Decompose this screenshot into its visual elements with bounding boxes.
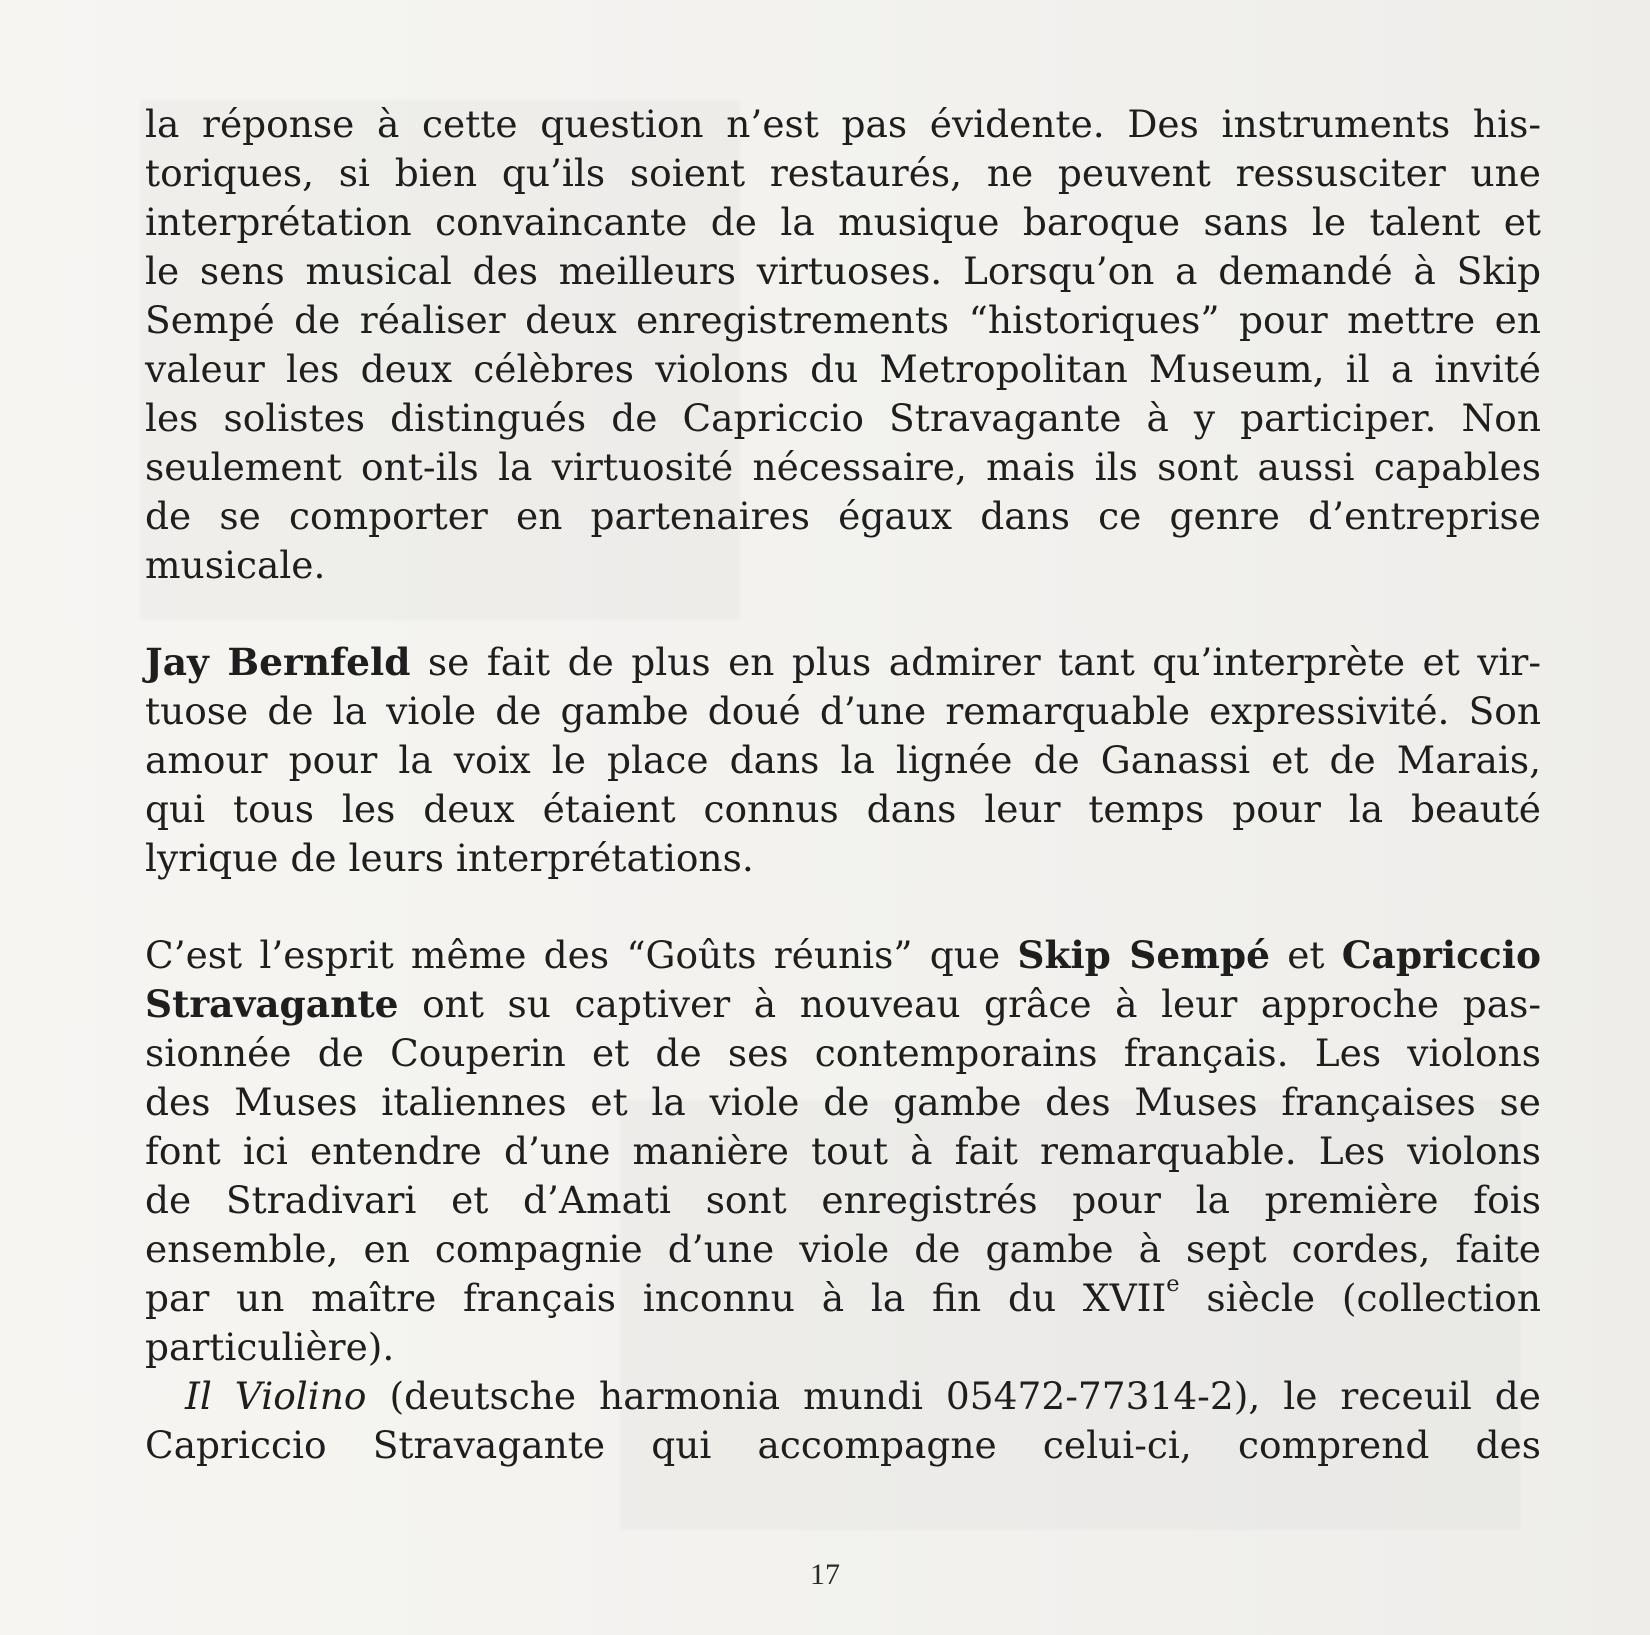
- name-skip-sempe: Skip Sempé: [1017, 933, 1270, 977]
- paragraph-1: [145, 100, 1541, 590]
- text-line: lyrique de leurs interprétations.: [145, 836, 754, 880]
- paragraph-2: [145, 638, 1541, 883]
- text-line: de Stradivari et d’Amati sont enregistrés pour la première fois: [145, 1178, 1541, 1222]
- paragraph-3: [145, 931, 1541, 1372]
- text-run: et: [1269, 933, 1342, 977]
- name-jay-bernfeld: Jay Bernfeld: [145, 640, 411, 684]
- paragraph-gap: [145, 883, 1541, 931]
- text-line: [145, 931, 1541, 980]
- text-line: interprétation convaincante de la musique baroque sans le talent et: [145, 200, 1541, 244]
- text-run: par un maître français inconnu à la fin du XVII: [145, 1276, 1167, 1320]
- text-run: siècle (collection: [1179, 1276, 1541, 1320]
- text-line: Capriccio Stravagante qui accompagne celui-ci, comprend des: [145, 1423, 1541, 1467]
- text-line: amour pour la voix le place dans la lignée de Ganassi et de Marais,: [145, 738, 1541, 782]
- name-stravagante: Stravagante: [145, 982, 399, 1026]
- text-line: le sens musical des meilleurs virtuoses. Lorsqu’on a demandé à Skip: [145, 249, 1541, 293]
- text-line: [145, 1372, 1541, 1421]
- body-text: [145, 100, 1541, 1470]
- text-run: ont su captiver à nouveau grâce à leur approche pas-: [398, 982, 1541, 1026]
- text-line: font ici entendre d’une manière tout à fait remarquable. Les violons: [145, 1129, 1541, 1173]
- text-line: musicale.: [145, 543, 326, 587]
- text-line: seulement ont-ils la virtuosité nécessaire, mais ils sont aussi capables: [145, 445, 1541, 489]
- text-line: [145, 980, 1541, 1029]
- paragraph-gap: [145, 590, 1541, 638]
- text-line: qui tous les deux étaient connus dans leur temps pour la beauté: [145, 787, 1541, 831]
- text-line: sionnée de Couperin et de ses contemporains français. Les violons: [145, 1031, 1541, 1075]
- text-line: ensemble, en compagnie d’une viole de gambe à sept cordes, faite: [145, 1227, 1541, 1271]
- text-line: tuose de la viole de gambe doué d’une remarquable expressivité. Son: [145, 689, 1541, 733]
- text-line: toriques, si bien qu’ils soient restaurés, ne peuvent ressusciter une: [145, 151, 1541, 195]
- text-line: particulière).: [145, 1325, 395, 1369]
- album-title-il-violino: Il Violino: [185, 1374, 367, 1418]
- superscript: e: [1166, 1270, 1180, 1297]
- text-line: des Muses italiennes et la viole de gambe des Muses françaises se: [145, 1080, 1541, 1124]
- text-line: de se comporter en partenaires égaux dans ce genre d’entreprise: [145, 494, 1541, 538]
- text-line: les solistes distingués de Capriccio Stravagante à y participer. Non: [145, 396, 1541, 440]
- text-line: valeur les deux célèbres violons du Metropolitan Museum, il a invité: [145, 347, 1541, 391]
- paragraph-4: [145, 1372, 1541, 1470]
- text-line: Sempé de réaliser deux enregistrements “historiques” pour mettre en: [145, 298, 1541, 342]
- text-line: la réponse à cette question n’est pas évidente. Des instruments his-: [145, 102, 1541, 146]
- text-run: se fait de plus en plus admirer tant qu’interprète et vir-: [410, 640, 1541, 684]
- text-line: [145, 1270, 1541, 1323]
- page-number: 17: [810, 1558, 840, 1591]
- text-run: C’est l’esprit même des “Goûts réunis” que: [145, 933, 1018, 977]
- text-run: (deutsche harmonia mundi 05472-77314-2), le receuil de: [366, 1374, 1541, 1418]
- text-line: [145, 638, 1541, 687]
- name-capriccio: Capriccio: [1341, 933, 1541, 977]
